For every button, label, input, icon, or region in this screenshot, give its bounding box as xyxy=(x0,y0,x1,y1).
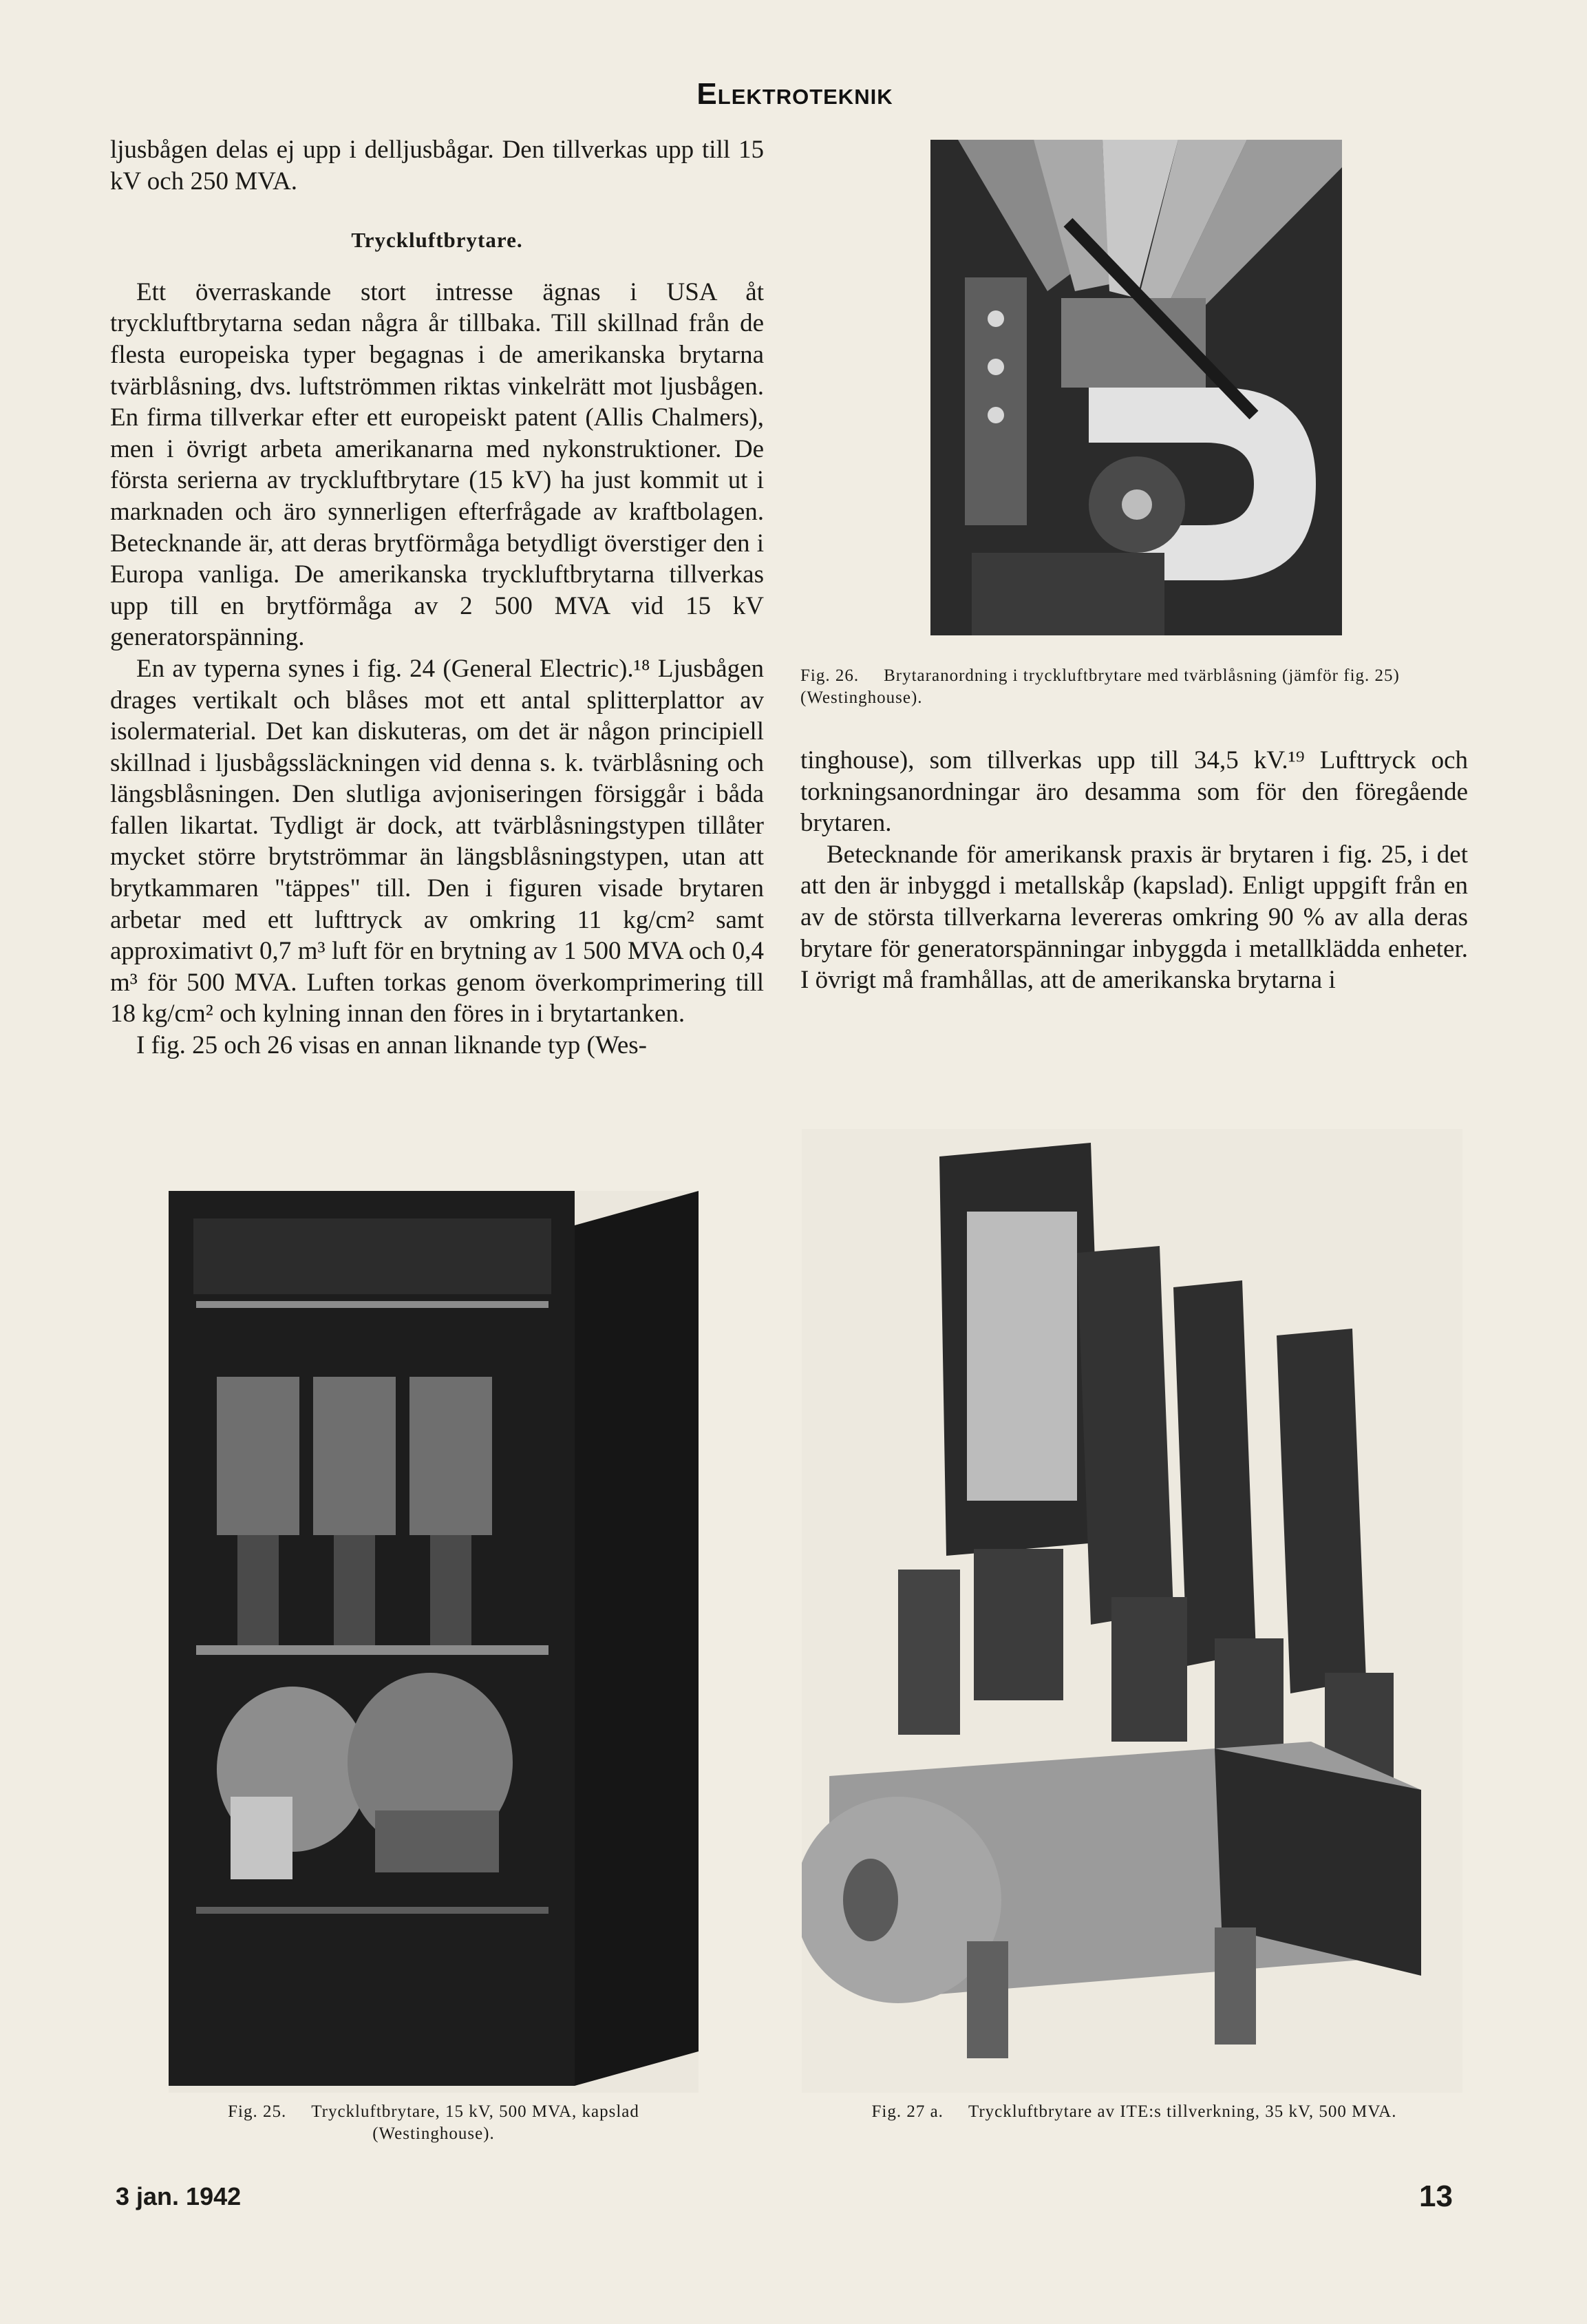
fig25-caption xyxy=(169,2101,699,2145)
left-paragraph-1: Ett överraskande stort intresse ägnas i USA åt tryckluftbrytarna sedan några år tillbaka. Till skillnad från de flesta europeiska typer begagnas i de amerikanska brytarna tvärblåsning, dvs. luftströmmen riktas vinkelrätt mot ljusbågen. En firma tillverkar efter ett europeiskt patent (Allis Chalmers), men i övrigt arbeta amerikanarna med nykonstruktioner. De första serierna av tryckluftbrytare (15 kV) ha just kommit ut i marknaden och äro synnerligen efterfrågade av kraftbolagen. Betecknande är, att deras brytförmåga betydligt överstiger den i Europa vanliga. De amerikanska tryckluftbrytarna tillverkas upp till en brytförmåga av 2 500 MVA vid 15 kV generatorspänning. xyxy=(110,277,764,652)
fig25-number: Fig. 25. xyxy=(228,2102,287,2121)
masthead: Elektroteknik xyxy=(696,77,893,111)
left-paragraph-2: En av typerna synes i fig. 24 (General Electric).¹⁸ Ljusbågen drages vertikalt och blåses mot ett antal splitterplattor av isolermaterial. Det kan diskuteras, om det är någon principiell skillnad i ljusbågssläckningen vid denna s. k. tvärblåsning och längsblåsningen. Den slutliga avjoniseringen försiggår i båda fallen likartat. Tydligt är dock, att tvärblåsningstypen tillåter mycket större brytströmmar än längsblåsningstypen, utan att brytkammaren "täppes" till. Den i figuren visade brytaren arbetar med ett lufttryck av omkring 11 kg/cm² samt approximativt 0,7 m³ luft för en brytning av 1 500 MVA och 0,4 m³ för 500 MVA. Luften torkas genom överkomprimering till 18 kg/cm² och kylning innan den föres in i brytartanken. xyxy=(110,654,764,1028)
fig27a-caption xyxy=(800,2101,1468,2123)
fig26-photo xyxy=(930,140,1342,635)
fig26-caption xyxy=(800,665,1468,709)
fig27a-photo xyxy=(802,1129,1462,2093)
section-heading: Tryckluftbrytare. xyxy=(351,228,523,253)
page-number: 13 xyxy=(1419,2179,1453,2213)
left-intro: ljusbågen delas ej upp i delljusbågar. Den tillverkas upp till 15 kV och 250 MVA. xyxy=(110,136,764,196)
fig26-number: Fig. 26. xyxy=(800,666,860,685)
left-column xyxy=(110,134,764,1061)
fig27a-number: Fig. 27 a. xyxy=(871,2102,944,2121)
fig27a-illustration xyxy=(802,1129,1462,2093)
fig25-illustration xyxy=(169,1191,699,2093)
fig25-text: Tryckluftbrytare, 15 kV, 500 MVA, kapslad (Westinghouse). xyxy=(311,2102,639,2143)
fig26-text: Brytaranordning i tryckluftbrytare med tvärblåsning (jämför fig. 25) (Westinghouse). xyxy=(800,666,1400,707)
right-paragraph: Betecknande för amerikansk praxis är brytaren i fig. 25, i det att den är inbyggd i metallskåp (kapslad). Enligt uppgift från en av de största tillverkarna levereras omkring 90 % av alla deras brytare för generatorspänningar inbyggda i metallklädda enheter. I övrigt må framhållas, att de amerikanska brytarna i xyxy=(800,840,1468,995)
fig26-illustration xyxy=(930,140,1342,635)
issue-date: 3 jan. 1942 xyxy=(116,2182,242,2210)
left-paragraph-3: I fig. 25 och 26 visas en annan liknande typ (Wes- xyxy=(136,1031,647,1060)
right-column xyxy=(800,745,1468,996)
fig27a-text: Tryckluftbrytare av ITE:s tillverkning, 35 kV, 500 MVA. xyxy=(968,2102,1397,2121)
right-continuation: tinghouse), som tillverkas upp till 34,5 kV.¹⁹ Lufttryck och torkningsanordningar äro desamma som för den föregående brytaren. xyxy=(800,746,1468,838)
fig25-photo xyxy=(169,1191,699,2093)
